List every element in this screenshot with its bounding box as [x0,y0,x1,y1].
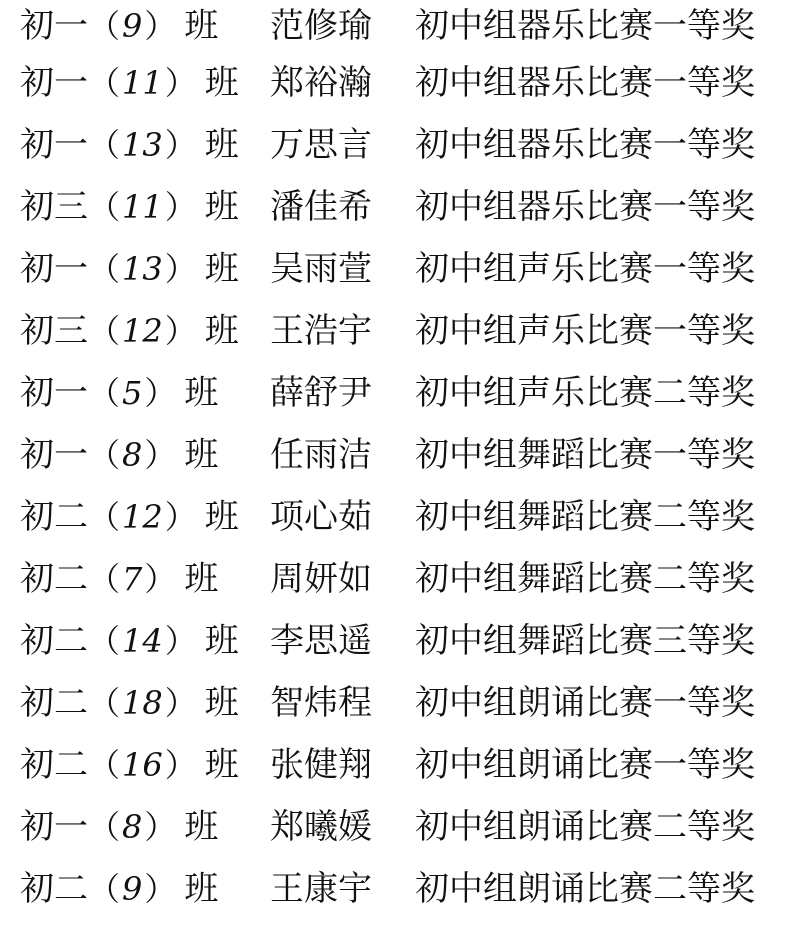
award-text: 初中组声乐比赛一等奖 [415,311,755,351]
list-item [20,300,790,362]
grade: 初一 [20,373,88,413]
close-paren: ） [164,746,197,784]
open-paren: （ [88,7,121,45]
award-text: 初中组朗诵比赛一等奖 [415,683,755,723]
student-name: 潘佳希 [270,187,372,227]
class-suffix: 班 [204,621,239,661]
award-list [20,0,790,920]
close-paren: ） [164,622,197,660]
open-paren: （ [88,188,121,226]
student-name: 项心茹 [270,497,372,537]
class-label [20,610,270,672]
class-number: 12 [122,312,163,350]
award-text: 初中组声乐比赛二等奖 [415,373,755,413]
open-paren: （ [88,746,121,784]
list-item [20,858,790,920]
award-text: 初中组朗诵比赛一等奖 [415,745,755,785]
student-name: 郑曦媛 [270,807,372,847]
grade: 初二 [20,869,88,909]
grade: 初二 [20,559,88,599]
class-label [20,362,270,424]
close-paren: ） [164,64,197,102]
class-number: 16 [122,746,163,784]
class-suffix: 班 [204,249,239,289]
grade: 初三 [20,187,88,227]
grade: 初三 [20,311,88,351]
student-name: 李思遥 [270,621,372,661]
student-name: 张健翔 [270,745,372,785]
class-label [20,548,270,610]
student-name: 郑裕瀚 [270,63,372,103]
open-paren: （ [88,684,121,722]
award-text: 初中组朗诵比赛二等奖 [415,869,755,909]
open-paren: （ [88,374,121,412]
class-number: 13 [122,250,163,288]
close-paren: ） [164,126,197,164]
close-paren: ） [164,188,197,226]
class-suffix: 班 [204,187,239,227]
class-suffix: 班 [184,435,219,475]
class-label [20,114,270,176]
open-paren: （ [88,312,121,350]
class-label [20,672,270,734]
close-paren: ） [164,312,197,350]
close-paren: ） [164,250,197,288]
class-number: 14 [122,622,163,660]
open-paren: （ [88,622,121,660]
close-paren: ） [144,374,177,412]
class-label [20,424,270,486]
award-text: 初中组声乐比赛一等奖 [415,249,755,289]
class-number: 7 [122,560,143,598]
class-number: 11 [122,64,163,102]
close-paren: ） [144,560,177,598]
award-text: 初中组舞蹈比赛二等奖 [415,497,755,537]
open-paren: （ [88,64,121,102]
class-suffix: 班 [184,869,219,909]
student-name: 薛舒尹 [270,373,372,413]
class-label [20,176,270,238]
class-label [20,796,270,858]
award-text: 初中组器乐比赛一等奖 [415,63,755,103]
student-name: 万思言 [270,125,372,165]
class-suffix: 班 [184,807,219,847]
class-label [20,238,270,300]
student-name: 范修瑜 [270,6,372,46]
class-suffix: 班 [204,745,239,785]
list-item [20,486,790,548]
award-text: 初中组朗诵比赛二等奖 [415,807,755,847]
award-text: 初中组舞蹈比赛一等奖 [415,435,755,475]
student-name: 任雨洁 [270,435,372,475]
class-label [20,52,270,114]
list-item [20,0,790,52]
class-number: 9 [122,7,143,45]
class-label [20,0,270,52]
open-paren: （ [88,126,121,164]
close-paren: ） [144,7,177,45]
class-suffix: 班 [204,497,239,537]
grade: 初一 [20,435,88,475]
close-paren: ） [164,498,197,536]
list-item [20,238,790,300]
grade: 初一 [20,6,88,46]
class-suffix: 班 [204,683,239,723]
class-number: 9 [122,870,143,908]
class-number: 12 [122,498,163,536]
award-text: 初中组器乐比赛一等奖 [415,187,755,227]
class-label [20,300,270,362]
grade: 初一 [20,807,88,847]
list-item [20,672,790,734]
class-suffix: 班 [204,63,239,103]
grade: 初二 [20,621,88,661]
award-text: 初中组舞蹈比赛二等奖 [415,559,755,599]
class-label [20,486,270,548]
grade: 初二 [20,745,88,785]
class-number: 13 [122,126,163,164]
grade: 初一 [20,249,88,289]
class-label [20,858,270,920]
list-item [20,734,790,796]
list-item [20,548,790,610]
class-number: 8 [122,808,143,846]
class-number: 18 [122,684,163,722]
award-text: 初中组器乐比赛一等奖 [415,125,755,165]
class-suffix: 班 [204,125,239,165]
open-paren: （ [88,808,121,846]
open-paren: （ [88,560,121,598]
class-suffix: 班 [204,311,239,351]
class-suffix: 班 [184,6,219,46]
award-text: 初中组器乐比赛一等奖 [415,6,755,46]
close-paren: ） [164,684,197,722]
grade: 初一 [20,125,88,165]
student-name: 王康宇 [270,869,372,909]
close-paren: ） [144,436,177,474]
award-text: 初中组舞蹈比赛三等奖 [415,621,755,661]
close-paren: ） [144,870,177,908]
student-name: 周妍如 [270,559,372,599]
open-paren: （ [88,870,121,908]
list-item [20,362,790,424]
open-paren: （ [88,250,121,288]
open-paren: （ [88,436,121,474]
class-number: 11 [122,188,163,226]
list-item [20,52,790,114]
class-number: 8 [122,436,143,474]
close-paren: ） [144,808,177,846]
class-suffix: 班 [184,373,219,413]
list-item [20,424,790,486]
open-paren: （ [88,498,121,536]
student-name: 智炜程 [270,683,372,723]
list-item [20,114,790,176]
class-suffix: 班 [184,559,219,599]
class-label [20,734,270,796]
student-name: 王浩宇 [270,311,372,351]
grade: 初二 [20,683,88,723]
list-item [20,796,790,858]
grade: 初一 [20,63,88,103]
grade: 初二 [20,497,88,537]
list-item [20,610,790,672]
student-name: 吴雨萱 [270,249,372,289]
class-number: 5 [122,374,143,412]
list-item [20,176,790,238]
